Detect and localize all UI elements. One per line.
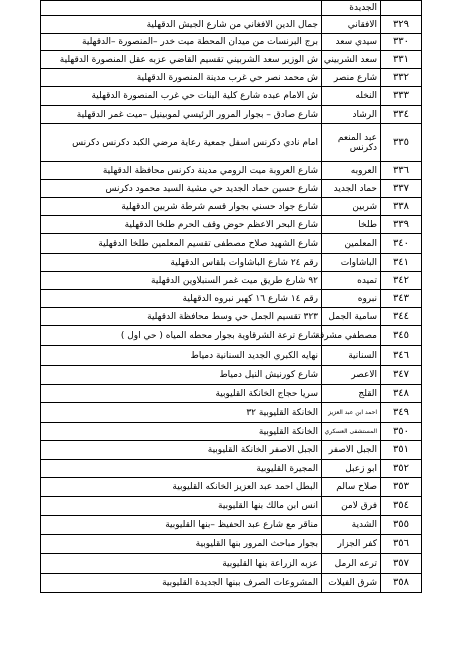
table-row: [41, 124, 422, 162]
address-table: [40, 0, 422, 603]
location-name: تميده: [322, 272, 381, 290]
row-number: ٣٤١: [381, 254, 422, 272]
location-address: انس ابن مالك بنها القليوبية: [41, 497, 322, 516]
table-row: [41, 403, 422, 423]
location-name: الاعصر: [322, 366, 381, 385]
location-address: شارع حسين حماد الجديد حي مشية السيد محمود دكرنس: [41, 180, 322, 198]
location-name: شربين: [322, 198, 381, 216]
row-number: ٣٥٠: [381, 423, 422, 441]
location-address: برج البرنسات من ميدان المحطة ميت خدر –المنصورة –الدقهلية: [41, 34, 322, 51]
location-address: شارع العروبة ميت الرومي مدينة دكرنس محافظة الدقهلية: [41, 162, 322, 180]
row-number: ٣٤٢: [381, 272, 422, 290]
table-row: [41, 34, 422, 51]
location-name: سامية الجمل: [322, 308, 381, 326]
table-row: [41, 16, 422, 34]
location-name: حماد الجديد: [322, 180, 381, 198]
location-name: صلاح سالم: [322, 478, 381, 497]
location-address: بجوار مباحث المرور بنها القليوبية: [41, 535, 322, 554]
location-address: شارع ترعة الشرقاوية بجوار محطه المياه ( حي اول ): [41, 326, 322, 346]
location-address: شارع جواد حسني بجوار قسم شرطة شربين الدقهلية: [41, 198, 322, 216]
location-address: ش الوزير سعد الشربيني تقسيم القاضي عزبه عقل المنصورة الدقهلية: [41, 51, 322, 69]
location-address: جمال الدين الافغاني من شارع الجيش الدقهلية: [41, 16, 322, 34]
row-number: ٣٣٧: [381, 180, 422, 198]
table-row: [41, 385, 422, 403]
location-address: مناقر مع شارع عبد الحفيظ –بنها القليوبية: [41, 516, 322, 535]
location-name: كفر الجزار: [322, 535, 381, 554]
location-address: ش محمد نصر حي غرب مدينة المنصورة الدقهلية: [41, 69, 322, 87]
row-number: ٣٣١: [381, 51, 422, 69]
location-name: الباشاوات: [322, 254, 381, 272]
row-number: ٣٥٧: [381, 554, 422, 574]
table-row: [41, 254, 422, 272]
row-number: ٣٥٤: [381, 497, 422, 516]
location-address: رقم ١٤ شارع ١٦ كهبر نبروه الدقهلية: [41, 290, 322, 308]
table-row: [41, 326, 422, 346]
row-number: ٣٥٥: [381, 516, 422, 535]
location-address: ٩٢ شارع طريق ميت غمر السنبلاوين الدقهلية: [41, 272, 322, 290]
location-name: طلخا: [322, 216, 381, 234]
location-address: الجبل الاصفر الخانكة القليوبية: [41, 441, 322, 460]
location-address: عزبه الزراعة بنها القليوبية: [41, 554, 322, 574]
row-number: [381, 1, 422, 16]
row-number: ٣٤٧: [381, 366, 422, 385]
location-name: الافقاني: [322, 16, 381, 34]
table-row: [41, 180, 422, 198]
location-name: السنانية: [322, 346, 381, 366]
row-number: ٣٥٣: [381, 478, 422, 497]
location-address: شارع الشهيد صلاح مصطفى تقسيم المعلمين طلخا الدقهلية: [41, 234, 322, 254]
location-name: شارع منصر: [322, 69, 381, 87]
row-number: ٣٥٢: [381, 460, 422, 478]
location-name: نبروه: [322, 290, 381, 308]
row-number: ٣٢٩: [381, 16, 422, 34]
table-row: [41, 290, 422, 308]
table-row: [41, 216, 422, 234]
location-name: الشدية: [322, 516, 381, 535]
table-row: [41, 497, 422, 516]
location-address: امام نادي دكرنس اسفل جمعية رعاية مرضي الكبد دكرنس دكرنس: [41, 124, 322, 162]
location-name: فرق لامن: [322, 497, 381, 516]
location-name: ترعه الرمل: [322, 554, 381, 574]
location-name: الجديدة: [322, 1, 381, 16]
row-number: ٣٤٩: [381, 403, 422, 423]
table-row: [41, 162, 422, 180]
location-name: الجبل الاصفر: [322, 441, 381, 460]
table-row: [41, 69, 422, 87]
location-name: ابو زعبل: [322, 460, 381, 478]
table-row: [41, 234, 422, 254]
table-row: [41, 308, 422, 326]
row-number: ٣٣٥: [381, 124, 422, 162]
table-row: [41, 535, 422, 554]
table-row: [41, 516, 422, 535]
table-row: [41, 1, 422, 16]
location-address: الخانكة القليوبية: [41, 423, 322, 441]
table-row: [41, 272, 422, 290]
location-address: البطل احمد عبد العزيز الخانكه القليوبية: [41, 478, 322, 497]
location-address: ٣٢٣ تقسيم الجمل حي وسط محافظة الدقهلية: [41, 308, 322, 326]
row-number: ٣٥٨: [381, 574, 422, 593]
row-number: ٣٥١: [381, 441, 422, 460]
row-number: ٣٣٦: [381, 162, 422, 180]
location-address: الخانكة القليوبية ٣٢: [41, 403, 322, 423]
location-name: القلج: [322, 385, 381, 403]
location-name: مصطفي مشرفة: [322, 326, 381, 346]
location-address: المشروعات الصرف ببنها الجديدة القليوبية: [41, 574, 322, 593]
table-row: [41, 198, 422, 216]
table-row: [41, 423, 422, 441]
location-name: النخله: [322, 87, 381, 106]
row-number: ٣٣٩: [381, 216, 422, 234]
location-name: عبد المنعم دكرنس: [322, 124, 381, 162]
location-name: المعلمين: [322, 234, 381, 254]
location-address: شارع البحر الاعظم حوض وقف الحرم طلخا الدقهلية: [41, 216, 322, 234]
row-number: ٣٤٣: [381, 290, 422, 308]
table-row: [41, 441, 422, 460]
row-number: ٣٥٦: [381, 535, 422, 554]
table-row: [41, 106, 422, 124]
location-name: احمد ابن عبد العزيز: [322, 403, 381, 423]
location-address: رقم ٢٤ شارع الباشاوات بلقاس الدقهلية: [41, 254, 322, 272]
row-number: ٣٤٠: [381, 234, 422, 254]
table-row: [41, 346, 422, 366]
table-row: [41, 554, 422, 574]
table-row: [41, 478, 422, 497]
location-name: سيدي سعد: [322, 34, 381, 51]
table-body: [41, 1, 422, 593]
table-row: [41, 51, 422, 69]
row-number: ٣٤٤: [381, 308, 422, 326]
location-address: شارع صادق – بجوار المرور الرئيسي لموبينيل –ميت غمر الدقهلية: [41, 106, 322, 124]
row-number: ٣٣٠: [381, 34, 422, 51]
row-number: ٣٣٢: [381, 69, 422, 87]
table-row: [41, 460, 422, 478]
location-address: نهايه الكبري الجديد السنانية دمياط: [41, 346, 322, 366]
location-address: سريا حجاج الخانكة القليوبية: [41, 385, 322, 403]
location-name: المستشفى العسكري: [322, 423, 381, 441]
location-address: المجيرة القليوبية: [41, 460, 322, 478]
address-table-grid: [40, 0, 422, 593]
row-number: ٣٣٣: [381, 87, 422, 106]
location-address: شارع كورنيش النيل دمياط: [41, 366, 322, 385]
table-row: [41, 574, 422, 593]
row-number: ٣٤٥: [381, 326, 422, 346]
location-address: [41, 1, 322, 16]
location-name: سعد الشربيني: [322, 51, 381, 69]
row-number: ٣٣٤: [381, 106, 422, 124]
row-number: ٣٤٨: [381, 385, 422, 403]
location-name: الرشاد: [322, 106, 381, 124]
row-number: ٣٣٨: [381, 198, 422, 216]
table-row: [41, 87, 422, 106]
location-name: العروبه: [322, 162, 381, 180]
table-row: [41, 366, 422, 385]
location-address: ش الامام عبده شارع كلية البنات حي غرب المنصورة الدقهلية: [41, 87, 322, 106]
location-name: شرق الفيلات: [322, 574, 381, 593]
row-number: ٣٤٦: [381, 346, 422, 366]
